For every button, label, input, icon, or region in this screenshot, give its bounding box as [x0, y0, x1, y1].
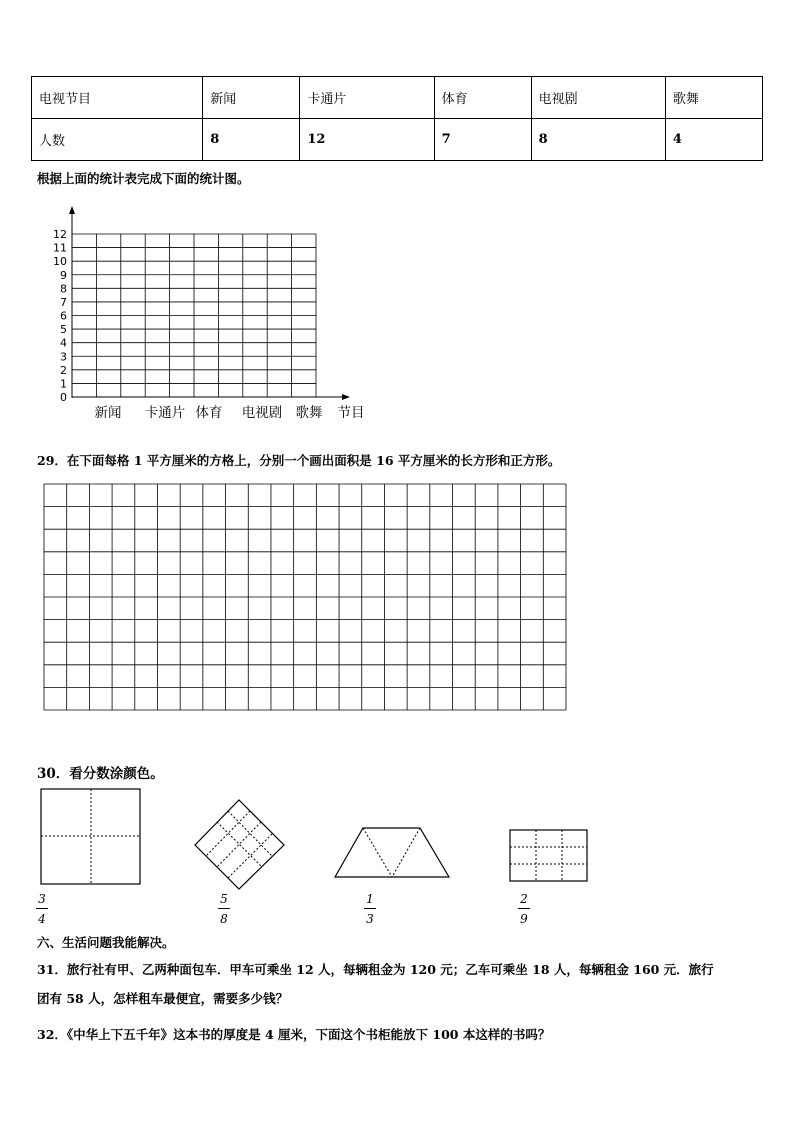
y-tick-label: 12 [53, 228, 67, 241]
y-tick-label: 9 [60, 268, 67, 282]
fraction-bar [518, 908, 530, 909]
y-tick-label: 10 [53, 255, 67, 269]
table-cell: 8 [203, 119, 300, 161]
x-category-label: 歌舞 [295, 405, 323, 421]
question-31-line2: 团有 58 人，怎样租车最便宜，需要多少钱？ [37, 991, 289, 1006]
y-tick-label: 4 [60, 336, 67, 350]
blank-bar-chart [0, 200, 400, 425]
square-shape [41, 789, 140, 884]
fraction-denominator: 4 [38, 912, 46, 926]
table-header-cell: 电视剧 [531, 77, 665, 119]
x-category-label: 电视剧 [241, 405, 283, 421]
fraction-numerator: 3 [38, 892, 46, 906]
fraction-bar [364, 908, 376, 909]
y-tick-label: 2 [60, 363, 67, 377]
y-tick-label: 7 [60, 295, 67, 309]
fraction-numerator: 1 [366, 892, 374, 906]
table-cell: 7 [434, 119, 531, 161]
fraction-bar [36, 908, 48, 909]
y-tick-label: 11 [53, 241, 67, 255]
y-tick-label: 3 [60, 350, 67, 364]
y-tick-label: 0 [60, 391, 67, 404]
table-row [32, 119, 763, 161]
table-header-cell: 体育 [434, 77, 531, 119]
trapezoid-shape [335, 828, 449, 877]
table-header-cell: 电视节目 [32, 77, 203, 119]
chart-instruction: 根据上面的统计表完成下面的统计图。 [37, 171, 250, 186]
y-tick-label: 6 [60, 309, 67, 323]
fraction-denominator: 8 [220, 912, 228, 926]
diamond-shape [195, 800, 284, 889]
fraction-bar [218, 908, 230, 909]
table-cell: 4 [665, 119, 762, 161]
question-31-line1: 31．旅行社有甲、乙两种面包车．甲车可乘坐 12 人，每辆租金为 120 元；乙车可乘坐 18 人，每辆租金 160 元．旅行 [37, 962, 714, 977]
fraction-denominator: 3 [366, 912, 374, 926]
fraction-numerator: 5 [220, 892, 228, 906]
fraction-label [218, 892, 230, 926]
question-29: 29．在下面每格 1 平方厘米的方格上，分别一个画出面积是 16 平方厘米的长方形和正方形。 [37, 453, 561, 468]
question-30: 30．看分数涂颜色。 [37, 766, 164, 782]
x-category-label: 体育 [195, 405, 223, 421]
y-tick-label: 5 [60, 323, 67, 337]
table-cell: 12 [300, 119, 434, 161]
fraction-label [364, 892, 376, 926]
fraction-shapes [0, 780, 600, 890]
table-header-cell: 卡通片 [300, 77, 434, 119]
rectangle-shape [510, 830, 587, 881]
x-axis-label: 节目 [337, 405, 365, 421]
fraction-denominator: 9 [520, 912, 528, 926]
tv-program-stats-table [31, 76, 763, 161]
square-grid-paper [43, 483, 568, 712]
table-header-row [32, 77, 763, 119]
section-title: 六、生活问题我能解决。 [37, 935, 175, 950]
table-cell: 8 [531, 119, 665, 161]
table-header-cell: 歌舞 [665, 77, 762, 119]
table-cell: 人数 [32, 119, 203, 161]
x-category-label: 卡通片 [144, 405, 186, 421]
fraction-label [36, 892, 48, 926]
table-header-cell: 新闻 [203, 77, 300, 119]
y-tick-label: 8 [60, 282, 67, 296]
y-tick-label: 1 [60, 377, 67, 391]
fraction-numerator: 2 [520, 892, 528, 906]
question-32: 32．《中华上下五千年》这本书的厚度是 4 厘米，下面这个书柜能放下 100 本这样的书吗？ [37, 1027, 551, 1042]
x-category-label: 新闻 [94, 405, 122, 421]
fraction-label [518, 892, 530, 926]
